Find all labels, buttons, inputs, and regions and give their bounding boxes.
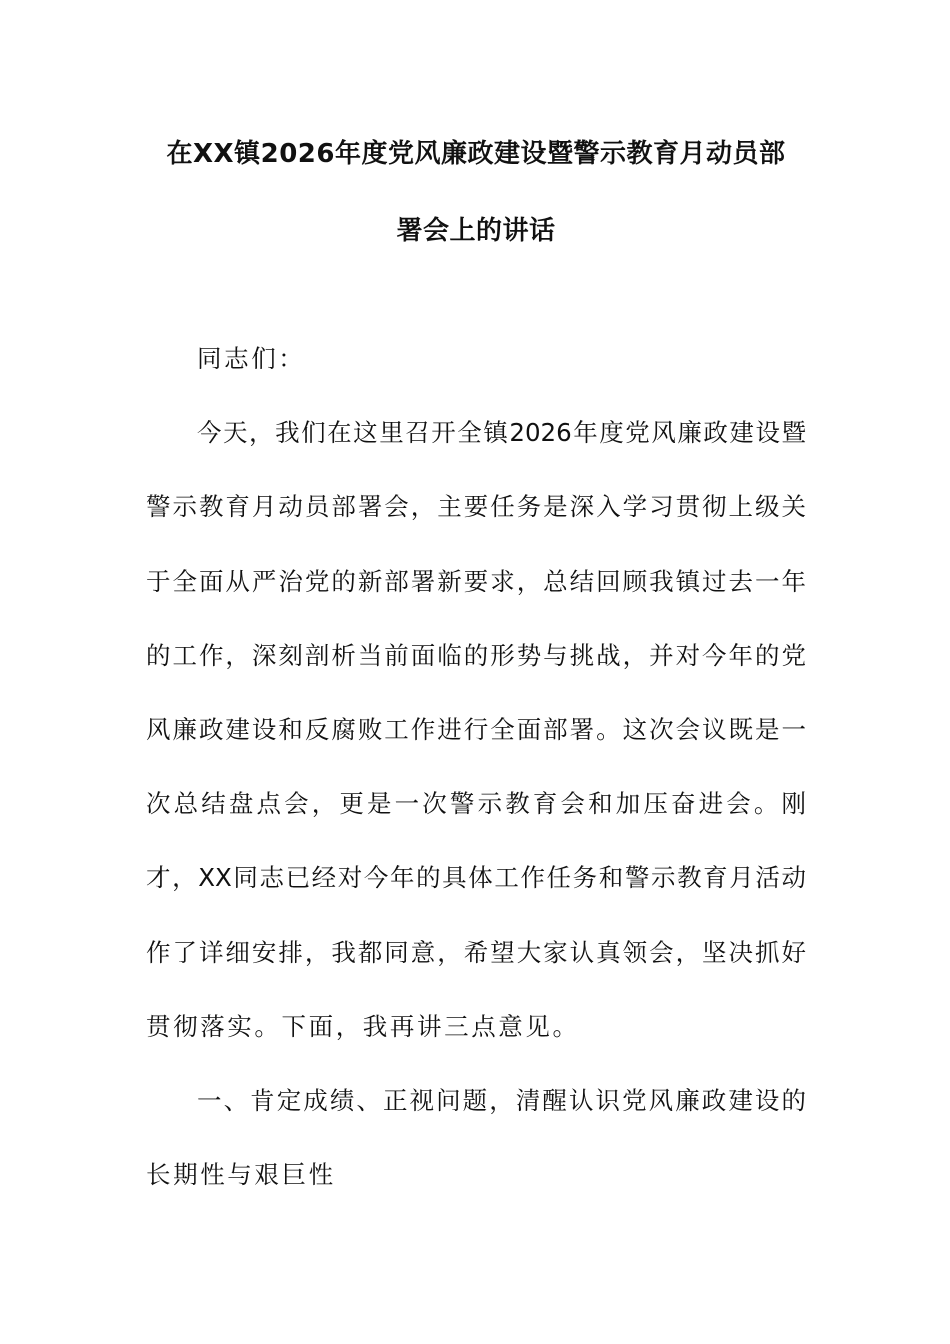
- document-title: [146, 116, 806, 270]
- paragraph-line: 作了详细安排，我都同意，希望大家认真领会，坚决抓好: [146, 937, 806, 967]
- paragraph-opening: [146, 396, 806, 1064]
- paragraph-line: 的工作，深刻剖析当前面临的形势与挑战，并对今年的党: [146, 640, 806, 670]
- salutation: 同志们：: [197, 344, 306, 373]
- title-line-2: 署会上的讲话: [396, 216, 556, 246]
- section-heading-1: [146, 1064, 806, 1212]
- paragraph-line: 贯彻落实。下面，我再讲三点意见。: [146, 1011, 580, 1041]
- paragraph-line: 于全面从严治党的新部署新要求，总结回顾我镇过去一年: [146, 566, 806, 596]
- paragraph-line: 今天，我们在这里召开全镇2026年度党风廉政建设暨: [197, 418, 806, 448]
- title-line-1: 在XX镇2026年度党风廉政建设暨警示教育月动员部: [166, 139, 786, 169]
- paragraph-line: 风廉政建设和反腐败工作进行全面部署。这次会议既是一: [146, 714, 806, 744]
- paragraph-line: 次总结盘点会，更是一次警示教育会和加压奋进会。刚: [146, 789, 806, 819]
- paragraph-line: 警示教育月动员部署会，主要任务是深入学习贯彻上级关: [146, 492, 806, 522]
- heading-line: 长期性与艰巨性: [146, 1160, 336, 1190]
- heading-line: 一、肯定成绩、正视问题，清醒认识党风廉政建设的: [197, 1085, 806, 1115]
- paragraph-line: 才，XX同志已经对今年的具体工作任务和警示教育月活动: [146, 863, 806, 893]
- document-body: [146, 322, 806, 1212]
